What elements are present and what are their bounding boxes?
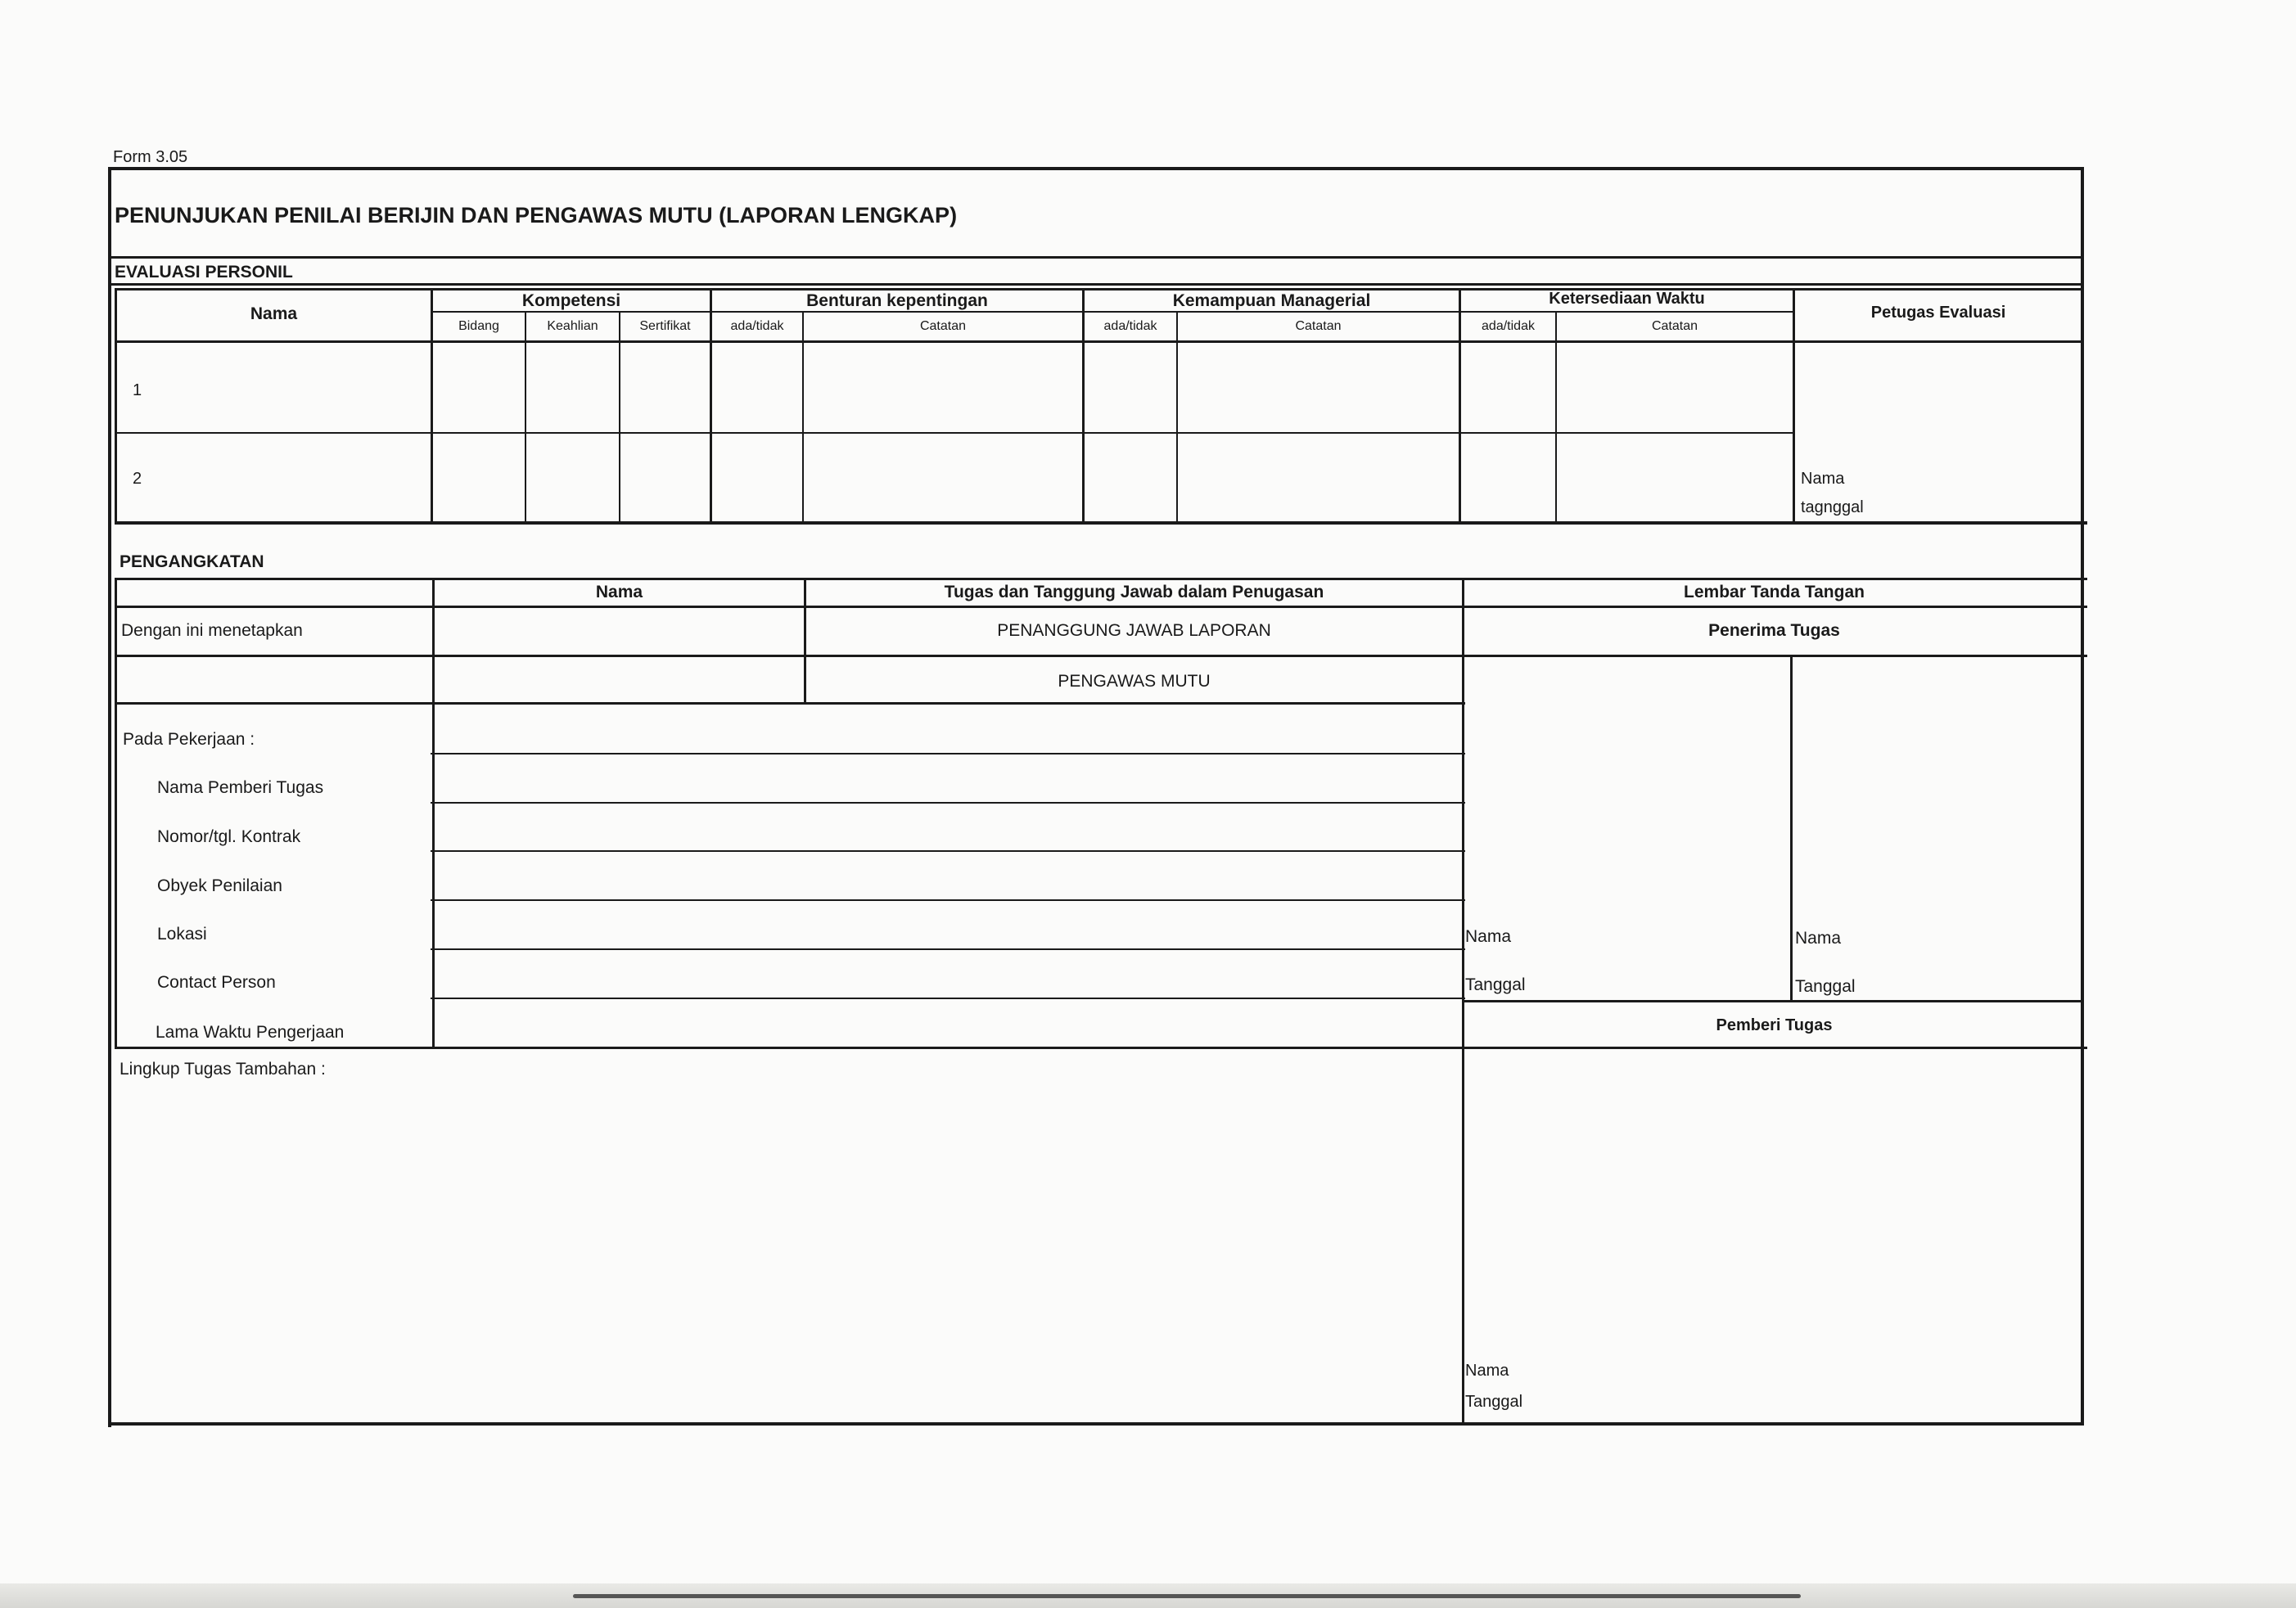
eval-col-kompetensi: Kompetensi — [521, 291, 621, 310]
peng-col-tugas: Tugas dan Tanggung Jawab dalam Penugasan — [944, 583, 1324, 601]
ttd-pemberi-top — [1464, 1000, 2084, 1002]
eval-vline-ketersediaan — [1793, 288, 1795, 524]
frame-left — [108, 167, 111, 1427]
eval-row-divider — [115, 432, 1794, 434]
peng-header-top — [115, 578, 2087, 580]
eval-sub-bidang: Bidang — [458, 319, 499, 333]
evaluasi-section-label: EVALUASI PERSONIL — [115, 263, 293, 282]
ttd-vline-middle — [1790, 655, 1793, 1002]
eval-sub-benturan-ada: ada/tidak — [730, 319, 784, 333]
frame-top — [108, 167, 2084, 170]
peng-vline-tugas — [1462, 578, 1464, 1424]
peng-col-ttd: Lembar Tanda Tangan — [1684, 583, 1865, 601]
eval-sub-keahlian: Keahlian — [547, 319, 598, 333]
peng-field-line-6 — [431, 998, 1465, 999]
eval-col-benturan: Benturan kepentingan — [806, 291, 988, 310]
frame-bottom — [108, 1422, 2084, 1426]
eval-row-2-number: 2 — [133, 470, 142, 488]
eval-sub-ketersediaan-ada: ada/tidak — [1482, 319, 1535, 333]
field-obyek-penilaian: Obyek Penilaian — [157, 876, 282, 895]
pengangkatan-section-label: PENGANGKATAN — [120, 552, 264, 571]
pemberi-tanggal: Tanggal — [1465, 1393, 1523, 1411]
eval-vline-benturan-sub — [802, 311, 804, 524]
eval-subheader-line — [431, 311, 1794, 313]
evaluasi-divider — [108, 283, 2084, 286]
ttd-penerima-label: Penerima Tugas — [1708, 621, 1840, 640]
peng-field-line-3 — [431, 850, 1465, 852]
eval-header-bottom — [115, 340, 2084, 343]
ttd-tanggal-1: Tanggal — [1465, 975, 1526, 994]
peng-dengan-label: Dengan ini menetapkan — [121, 621, 303, 640]
field-nomor-kontrak: Nomor/tgl. Kontrak — [157, 827, 301, 846]
peng-vline-left — [115, 578, 117, 1048]
eval-col-petugas: Petugas Evaluasi — [1870, 304, 2006, 322]
eval-sub-sertifikat: Sertifikat — [639, 319, 691, 333]
peng-field-line-5 — [431, 948, 1465, 950]
ttd-pemberi-label: Pemberi Tugas — [1716, 1016, 1833, 1034]
eval-vline-keahlian — [619, 311, 620, 524]
field-contact-person: Contact Person — [157, 973, 276, 992]
ttd-tanggal-2: Tanggal — [1795, 977, 1856, 996]
form-title: PENUNJUKAN PENILAI BERIJIN DAN PENGAWAS MUTU (LAPORAN LENGKAP) — [115, 203, 958, 227]
pemberi-nama: Nama — [1465, 1362, 1509, 1380]
eval-col-kemampuan: Kemampuan Managerial — [1172, 291, 1371, 310]
form-code: Form 3.05 — [113, 148, 188, 166]
field-lokasi: Lokasi — [157, 925, 207, 944]
ttd-nama-2: Nama — [1795, 929, 1842, 948]
peng-field-line-1 — [431, 753, 1465, 754]
eval-sub-kemampuan-ada: ada/tidak — [1103, 319, 1157, 333]
title-divider — [108, 256, 2084, 259]
field-lama-waktu: Lama Waktu Pengerjaan — [156, 1023, 345, 1042]
peng-header-bottom — [115, 606, 2087, 608]
peng-vline-label — [432, 578, 435, 1048]
peng-role-pengawas: PENGAWAS MUTU — [1058, 672, 1211, 691]
peng-field-line-2 — [431, 802, 1465, 804]
eval-sub-benturan-catatan: Catatan — [919, 319, 967, 333]
lingkup-tugas-label: Lingkup Tugas Tambahan : — [120, 1060, 326, 1079]
peng-fields-bottom — [115, 1047, 2087, 1049]
peng-field-line-4 — [431, 899, 1465, 901]
page-crease — [573, 1594, 1801, 1598]
peng-role-penanggung: PENANGGUNG JAWAB LAPORAN — [997, 621, 1271, 640]
peng-col-nama: Nama — [595, 583, 643, 601]
eval-vline-bidang — [525, 311, 526, 524]
peng-row2-bottom — [115, 702, 1465, 705]
eval-sub-kemampuan-catatan: Catatan — [1295, 319, 1342, 333]
frame-right — [2081, 167, 2084, 1424]
eval-row-1-number: 1 — [133, 381, 142, 399]
eval-vline-left — [115, 288, 117, 524]
eval-bottom — [115, 521, 2087, 525]
eval-vline-kemampuan-sub — [1176, 311, 1178, 524]
eval-petugas-tanggal: tagnggal — [1801, 498, 1864, 516]
eval-vline-ketersediaan-sub — [1555, 311, 1557, 524]
eval-sub-ketersediaan-catatan: Catatan — [1651, 319, 1698, 333]
field-nama-pemberi-tugas: Nama Pemberi Tugas — [157, 778, 324, 797]
ttd-nama-1: Nama — [1465, 927, 1512, 946]
eval-col-nama: Nama — [250, 304, 298, 323]
eval-petugas-nama: Nama — [1801, 470, 1845, 488]
eval-col-ketersediaan: Ketersediaan Waktu — [1549, 290, 1705, 308]
peng-pekerjaan-label: Pada Pekerjaan : — [123, 730, 255, 749]
